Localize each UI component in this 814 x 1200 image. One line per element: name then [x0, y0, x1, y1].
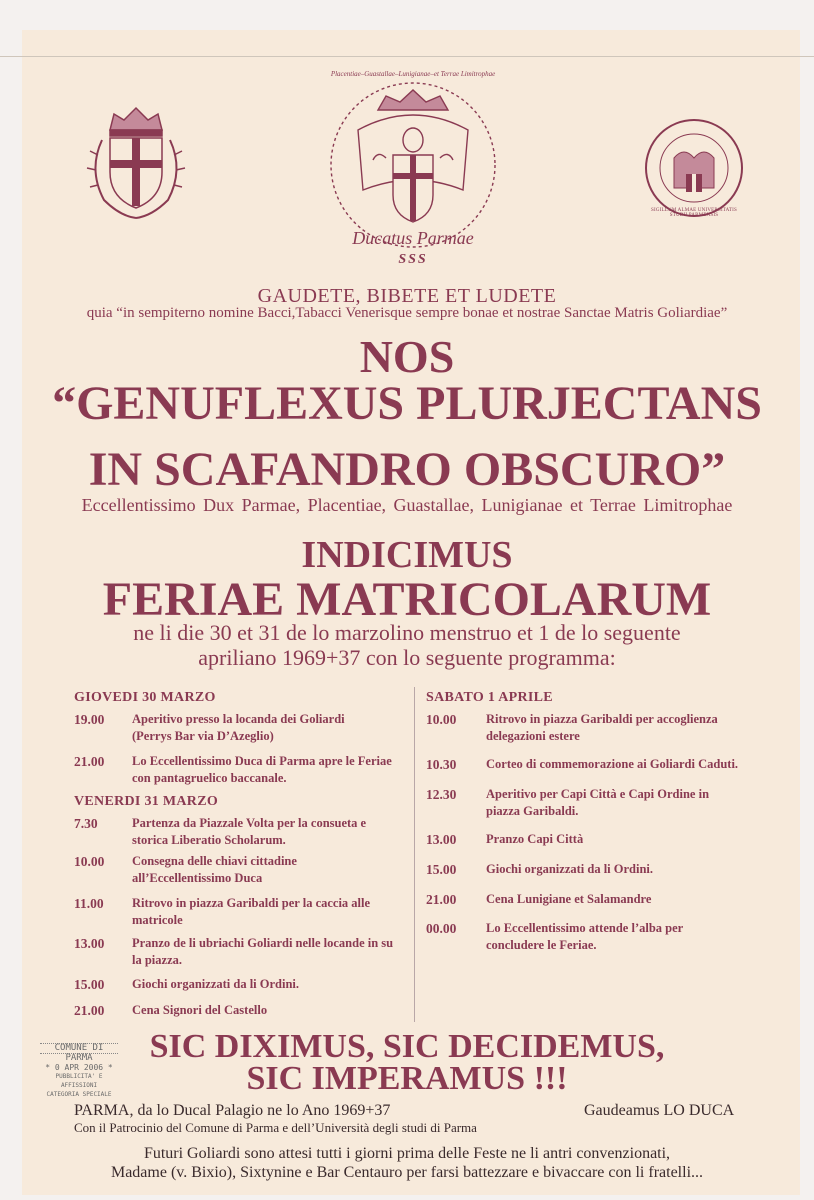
program-item-time: 11.00: [74, 896, 104, 911]
announcement-dates-line1: ne li die 30 et 31 de lo marzolino menstruo et 1 de lo seguente: [133, 620, 681, 645]
program-item-time: 00.00: [426, 921, 457, 936]
program-item-time: 15.00: [74, 977, 105, 992]
center-emblem-monogram: SSS: [398, 252, 428, 267]
program-day-saturday: SABATO 1 APRILE: [426, 690, 553, 705]
program-item-text: Giochi organizzati da li Ordini.: [132, 977, 300, 991]
program-item-text: Corteo di commemorazione ai Goliardi Caduti.: [486, 757, 739, 771]
stamp-line2: PARMA: [65, 1053, 93, 1063]
heading-name-line1: “GENUFLEXUS PLURJECTANS: [52, 377, 762, 430]
program-item-text: Ritrovo in piazza Garibaldi per la caccia alle matricole: [132, 896, 371, 927]
announcement-indicimus: INDICIMUS: [301, 534, 513, 576]
program-item-time: 15.00: [426, 862, 457, 877]
scan-edge-line: [0, 56, 814, 57]
program-item-text: Pranzo de li ubriachi Goliardi nelle locande in su la piazza.: [132, 936, 394, 967]
announcement-event: FERIAE MATRICOLARUM: [102, 573, 712, 626]
footer-patronage: Con il Patrocinio del Comune di Parma e dell’Università degli studi di Parma: [74, 1120, 477, 1135]
parma-city-crest-icon: [80, 100, 192, 225]
closing-line1: SIC DIXIMUS, SIC DECIDEMUS,: [149, 1028, 665, 1065]
program-item-time: 10.00: [426, 712, 457, 727]
program-item-text: Aperitivo presso la locanda dei Goliardi (Perrys Bar via D’Azeglio): [132, 712, 345, 743]
program-item-text: Aperitivo per Capi Città e Capi Ordine in piazza Garibaldi.: [486, 787, 710, 818]
program-divider: [414, 687, 415, 1022]
footer-note-line1: Futuri Goliardi sono attesi tutti i giorni prima delle Feste ne li antri convenzionati,: [143, 1145, 671, 1162]
announcement-dates-line2: apriliano 1969+37 con lo seguente programma:: [198, 645, 616, 670]
program-item-time: 21.00: [426, 892, 457, 907]
stamp-line5: CATEGORIA SPECIALE: [46, 1091, 112, 1098]
program-item-text: Cena Signori del Castello: [132, 1003, 268, 1017]
program-item-text: Pranzo Capi Città: [486, 832, 584, 846]
seal-ring-text: SIGILLUM ALMAE UNIVERSITATIS STUDII PARMENSIS: [650, 208, 738, 218]
program-item-time: 10.00: [74, 854, 105, 869]
program-item-text: Cena Lunigiane et Salamandre: [486, 892, 652, 906]
heading-title-line: Eccellentissimo Dux Parmae, Placentiae, Guastallae, Lunigianae et Terrae Limitrophae: [81, 495, 733, 515]
program-item-text: Partenza da Piazzale Volta per la consueta e storica Liberatio Scholarum.: [132, 816, 367, 847]
motto-title: GAUDETE, BIBETE ET LUDETE: [257, 285, 557, 307]
program-item-time: 21.00: [74, 1003, 105, 1018]
program-item-time: 21.00: [74, 754, 105, 769]
motto-subtitle: quia “in sempiterno nomine Bacci,Tabacci Venerisque sempre bonae et nostrae Sanctae Matris Goliardiae”: [86, 305, 728, 321]
program-item-time: 10.30: [426, 757, 457, 772]
program-item-time: 13.00: [74, 936, 105, 951]
center-emblem-ring-text: Placentiae–Guastallae–Lunigianae–et Terrae Limitrophae: [330, 70, 496, 78]
program-item-text: Ritrovo in piazza Garibaldi per accoglienza delegazioni estere: [486, 712, 718, 743]
center-emblem-motto: Ducatus Parmae: [352, 228, 474, 248]
stamp-line1: COMUNE DI: [40, 1043, 118, 1054]
stamp-line4: PUBBLICITA' E AFFISSIONI: [55, 1073, 103, 1089]
program-item-time: 7.30: [74, 816, 98, 831]
stamp-line3: * 0 APR 2006 *: [45, 1063, 113, 1072]
program-item-time: 13.00: [426, 832, 457, 847]
program-item-text: Lo Eccellentissimo Duca di Parma apre le Feriae con pantagruelico baccanale.: [132, 754, 392, 785]
university-seal-icon: [644, 118, 744, 218]
program-item-text: Consegna delle chiavi cittadine all’Eccellentissimo Duca: [132, 854, 297, 885]
program-item-text: Giochi organizzati da li Ordini.: [486, 862, 654, 876]
program-day-friday: VENERDI 31 MARZO: [74, 794, 219, 809]
footer-place-date: PARMA, da lo Ducal Palagio ne lo Ano 1969+37: [74, 1102, 391, 1119]
heading-nos: NOS: [359, 331, 455, 382]
footer-signature: Gaudeamus LO DUCA: [584, 1102, 735, 1119]
footer-note-line2: Madame (v. Bixio), Sixtynine e Bar Centauro per farsi battezzare e bivaccare con li fratelli...: [110, 1164, 704, 1181]
program-item-time: 19.00: [74, 712, 105, 727]
heading-name-line2: IN SCAFANDRO OBSCURO”: [88, 443, 726, 496]
closing-line2: SIC IMPERAMUS !!!: [246, 1060, 568, 1097]
municipal-stamp: [40, 1043, 118, 1098]
program-item-text: Lo Eccellentissimo attende l’alba per concludere le Feriae.: [486, 921, 683, 952]
program-item-time: 12.30: [426, 787, 457, 802]
program-day-thursday: GIOVEDI 30 MARZO: [74, 690, 216, 705]
